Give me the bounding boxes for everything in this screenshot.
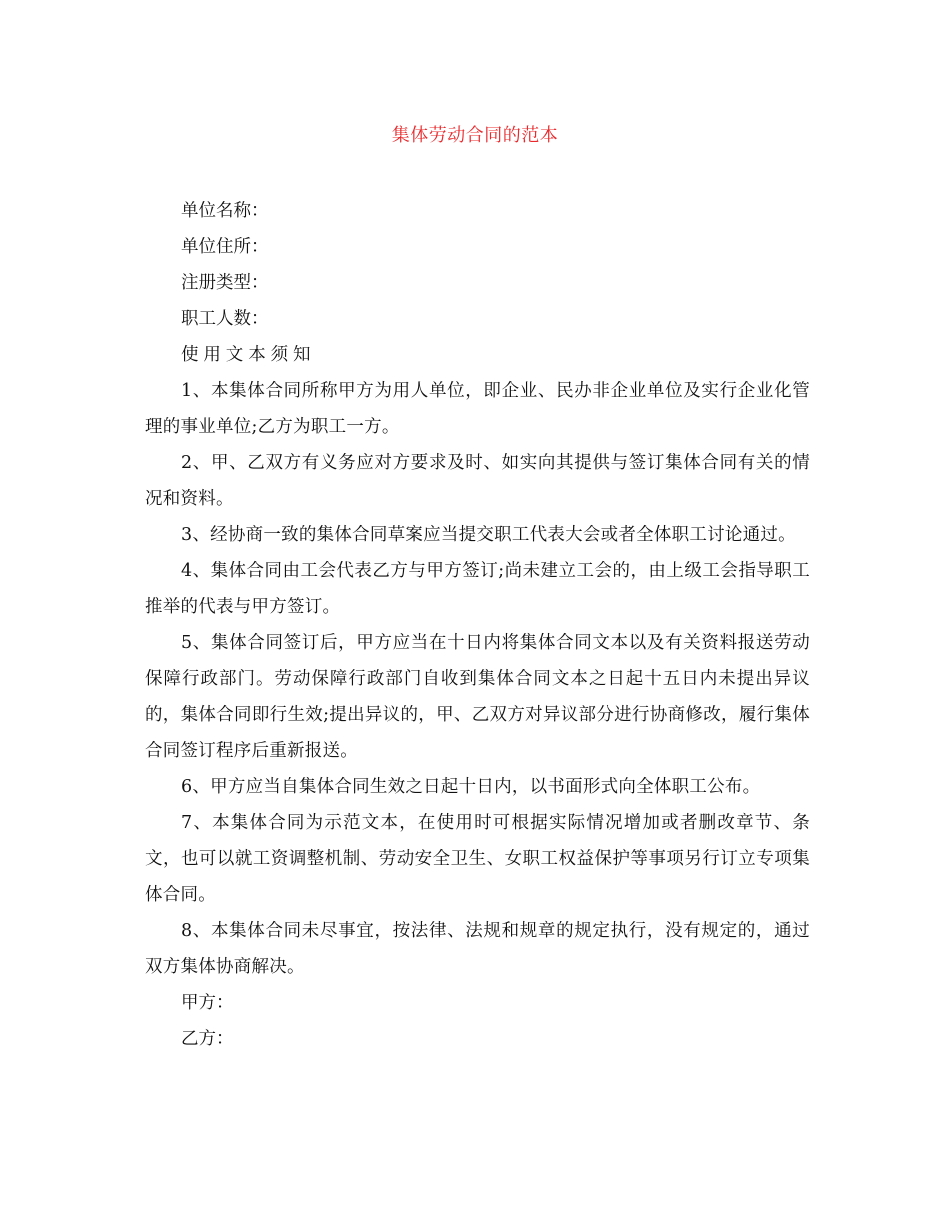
notice-item-7: 7、本集体合同为示范文本，在使用时可根据实际情况增加或者删改章节、条文，也可以就工资调整机制、劳动安全卫生、女职工权益保护等事项另行订立专项集体合同。	[145, 813, 810, 905]
field-unit-address: 单位住所：	[181, 237, 269, 257]
field-employee-count: 职工人数：	[181, 309, 269, 329]
notice-item-2: 2、甲、乙双方有义务应对方要求及时、如实向其提供与签订集体合同有关的情况和资料。	[145, 453, 810, 509]
notice-heading: 使用文本须知	[181, 345, 316, 365]
notice-item-3: 3、经协商一致的集体合同草案应当提交职工代表大会或者全体职工讨论通过。	[181, 525, 796, 545]
field-registration-type: 注册类型：	[181, 273, 269, 293]
document-body	[145, 193, 810, 1057]
document-title: 集体劳动合同的范本	[391, 125, 559, 146]
signature-party-a: 甲方：	[181, 993, 234, 1013]
notice-item-4: 4、集体合同由工会代表乙方与甲方签订;尚未建立工会的，由上级工会指导职工推举的代表与甲方签订。	[145, 561, 810, 617]
notice-item-5: 5、集体合同签订后，甲方应当在十日内将集体合同文本以及有关资料报送劳动保障行政部门。劳动保障行政部门自收到集体合同文本之日起十五日内未提出异议的，集体合同即行生效;提出异议的，甲、乙双方对异议部分进行协商修改，履行集体合同签订程序后重新报送。	[145, 633, 810, 761]
signature-party-b: 乙方：	[181, 1029, 234, 1049]
notice-item-1: 1、本集体合同所称甲方为用人单位，即企业、民办非企业单位及实行企业化管理的事业单位;乙方为职工一方。	[145, 381, 810, 437]
notice-item-6: 6、甲方应当自集体合同生效之日起十日内，以书面形式向全体职工公布。	[181, 777, 761, 797]
notice-item-8: 8、本集体合同未尽事宜，按法律、法规和规章的规定执行，没有规定的，通过双方集体协商解决。	[145, 921, 810, 977]
field-unit-name: 单位名称：	[181, 201, 269, 221]
